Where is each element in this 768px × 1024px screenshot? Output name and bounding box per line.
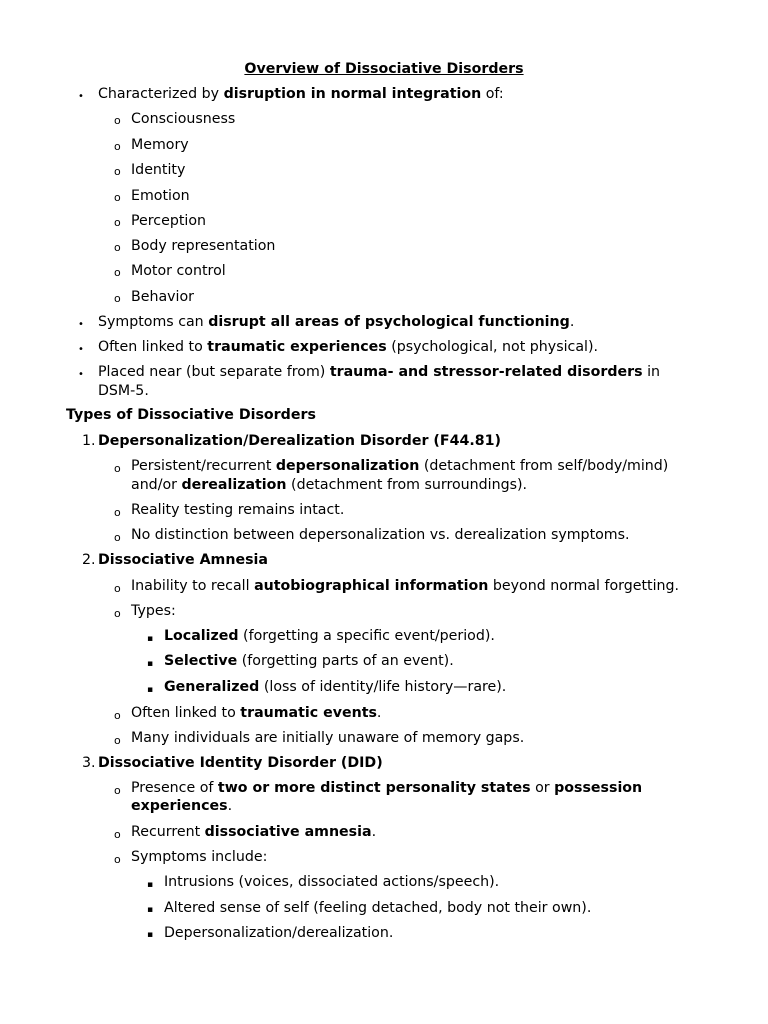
sub-bullet-marker: o [114, 853, 121, 866]
sub-bullet-marker: o [114, 292, 121, 305]
sub-bullet-marker: o [114, 506, 121, 519]
square-bullet-marker: ▪ [147, 930, 154, 940]
sub-bullet-marker: o [114, 191, 121, 204]
bullet-marker: • [78, 344, 84, 355]
bullet-marker: • [78, 369, 84, 380]
sub-bullet-marker: o [114, 734, 121, 747]
bullet-marker: • [78, 91, 84, 102]
type-item: Many individuals are initially unaware of memory gaps. [131, 730, 525, 746]
sub-bullet-marker: o [114, 531, 121, 544]
integration-item: Behavior [131, 289, 194, 305]
sub-bullet-marker: o [114, 140, 121, 153]
type-item: Inability to recall autobiographical information beyond normal forgetting. [131, 578, 680, 594]
type-item-continuation: and/or derealization (detachment from surroundings). [131, 477, 528, 493]
bullet-marker: • [78, 319, 84, 330]
amnesia-type-item: Localized (forgetting a specific event/period). [164, 628, 495, 644]
type-item: Presence of two or more distinct personality states or possession [131, 780, 643, 796]
overview-item: Characterized by disruption in normal integration of: [98, 86, 504, 102]
square-bullet-marker: ▪ [147, 634, 154, 644]
sub-bullet-marker: o [114, 165, 121, 178]
overview-item: Often linked to traumatic experiences (psychological, not physical). [98, 339, 599, 355]
type-item: Reality testing remains intact. [131, 502, 345, 518]
sub-bullet-marker: o [114, 462, 121, 475]
sub-bullet-marker: o [114, 241, 121, 254]
type-item: Often linked to traumatic events. [131, 705, 382, 721]
type-heading: Dissociative Identity Disorder (DID) [98, 755, 383, 771]
sub-bullet-marker: o [114, 784, 121, 797]
type-item: Recurrent dissociative amnesia. [131, 824, 377, 840]
type-item: No distinction between depersonalization vs. derealization symptoms. [131, 527, 630, 543]
symptom-item: Intrusions (voices, dissociated actions/speech). [164, 874, 500, 890]
list-number: 3. [82, 755, 96, 771]
integration-item: Consciousness [131, 111, 236, 127]
integration-item: Perception [131, 213, 207, 229]
list-number: 2. [82, 552, 96, 568]
square-bullet-marker: ▪ [147, 880, 154, 890]
type-item: Symptoms include: [131, 849, 268, 865]
square-bullet-marker: ▪ [147, 685, 154, 695]
list-number: 1. [82, 433, 96, 449]
integration-item: Body representation [131, 238, 276, 254]
section-heading: Types of Dissociative Disorders [66, 407, 316, 423]
sub-bullet-marker: o [114, 828, 121, 841]
type-item-continuation: experiences. [131, 798, 233, 814]
overview-item-continuation: DSM-5. [98, 383, 149, 399]
integration-item: Memory [131, 137, 189, 153]
sub-bullet-marker: o [114, 607, 121, 620]
square-bullet-marker: ▪ [147, 659, 154, 669]
sub-bullet-marker: o [114, 709, 121, 722]
integration-item: Emotion [131, 188, 190, 204]
sub-bullet-marker: o [114, 266, 121, 279]
overview-item: Symptoms can disrupt all areas of psychological functioning. [98, 314, 575, 330]
amnesia-type-item: Generalized (loss of identity/life history—rare). [164, 679, 507, 695]
integration-item: Motor control [131, 263, 226, 279]
page-title: Overview of Dissociative Disorders [244, 61, 524, 77]
type-heading: Dissociative Amnesia [98, 552, 268, 568]
symptom-item: Depersonalization/derealization. [164, 925, 394, 941]
sub-bullet-marker: o [114, 582, 121, 595]
sub-bullet-marker: o [114, 216, 121, 229]
overview-item: Placed near (but separate from) trauma- and stressor-related disorders in [98, 364, 661, 380]
type-item: Persistent/recurrent depersonalization (detachment from self/body/mind) [131, 458, 669, 474]
amnesia-type-item: Selective (forgetting parts of an event). [164, 653, 454, 669]
type-item: Types: [131, 603, 176, 619]
square-bullet-marker: ▪ [147, 905, 154, 915]
type-heading: Depersonalization/Derealization Disorder (F44.81) [98, 433, 501, 449]
symptom-item: Altered sense of self (feeling detached, body not their own). [164, 900, 592, 916]
integration-item: Identity [131, 162, 186, 178]
sub-bullet-marker: o [114, 114, 121, 127]
